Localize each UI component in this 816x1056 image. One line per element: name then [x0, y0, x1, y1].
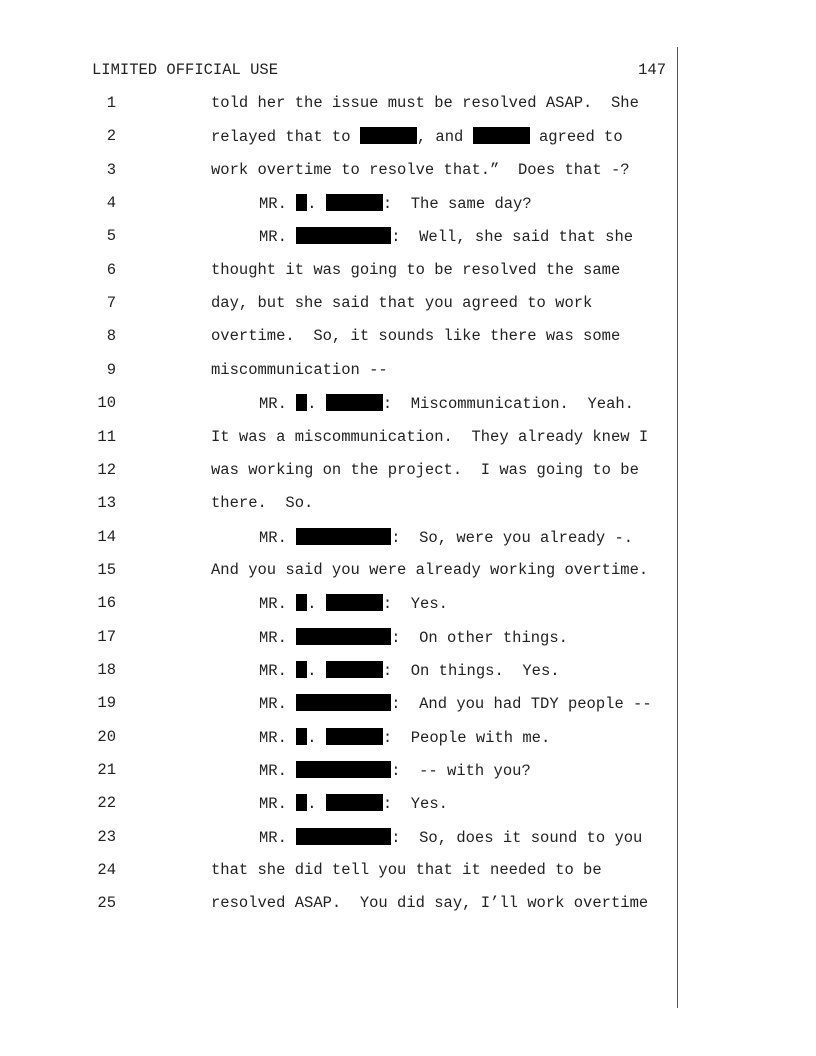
line-text	[211, 861, 602, 879]
transcript-line	[0, 594, 676, 614]
text-segment: .	[307, 395, 326, 414]
line-text	[259, 528, 633, 547]
line-text	[259, 761, 531, 780]
transcript-line	[0, 528, 676, 548]
text-segment: : On things. Yes.	[382, 661, 560, 680]
transcript-line	[0, 127, 676, 147]
line-text	[211, 494, 313, 512]
text-segment: MR.	[259, 228, 297, 247]
transcript-line	[0, 94, 676, 114]
line-number: 25	[97, 894, 116, 913]
line-text	[259, 227, 633, 246]
transcript-line	[0, 227, 676, 247]
redaction-box	[326, 194, 383, 211]
redaction-box	[473, 127, 530, 144]
text-segment: resolved ASAP. You did say, I’ll work overtime	[211, 894, 649, 913]
text-segment: MR.	[259, 795, 297, 814]
text-segment: : And you had TDY people --	[391, 695, 652, 714]
line-text	[259, 194, 532, 213]
line-text	[211, 561, 648, 579]
text-segment: , and	[416, 128, 473, 147]
text-segment: : The same day?	[382, 195, 532, 214]
line-text	[259, 628, 568, 647]
transcript-line	[0, 561, 676, 581]
redaction-box	[326, 728, 383, 745]
redaction-box	[296, 794, 307, 811]
line-text	[259, 661, 560, 680]
line-text	[211, 261, 620, 279]
transcript-line	[0, 194, 676, 214]
redaction-box	[326, 661, 383, 678]
transcript-line	[0, 428, 676, 448]
line-text	[259, 594, 448, 613]
line-text	[211, 94, 639, 112]
line-text	[211, 894, 648, 912]
redaction-box	[296, 194, 307, 211]
text-segment: relayed that to	[211, 128, 360, 147]
text-segment: It was a miscommunication. They already knew I	[211, 427, 649, 446]
text-segment: : Well, she said that she	[391, 228, 634, 247]
text-segment: MR.	[259, 395, 297, 414]
line-number: 7	[106, 294, 116, 313]
transcript-line	[0, 394, 676, 414]
text-segment: .	[307, 728, 326, 747]
line-number: 14	[97, 527, 116, 546]
text-segment: work overtime to resolve that.” Does that -?	[211, 160, 630, 179]
line-number: 11	[97, 427, 116, 446]
redaction-box	[360, 127, 417, 144]
text-segment: MR.	[259, 828, 297, 847]
line-number: 2	[106, 127, 116, 146]
redaction-box	[296, 394, 307, 411]
line-text	[211, 361, 388, 379]
text-segment: MR.	[259, 695, 297, 714]
line-number: 9	[106, 360, 116, 379]
text-segment: was working on the project. I was going to be	[211, 460, 639, 479]
text-segment: MR.	[259, 195, 297, 214]
line-text	[211, 127, 623, 146]
line-number: 21	[97, 761, 116, 779]
redaction-box	[296, 761, 391, 778]
line-number: 18	[97, 660, 116, 679]
line-number: 8	[106, 327, 116, 346]
line-number: 23	[97, 827, 116, 846]
line-number: 19	[97, 694, 116, 713]
transcript-line	[0, 494, 676, 514]
text-segment: MR.	[259, 528, 297, 547]
line-number: 22	[97, 794, 116, 813]
line-text	[259, 394, 634, 413]
text-segment: told her the issue must be resolved ASAP. She	[211, 94, 639, 112]
line-number: 24	[97, 861, 116, 880]
redaction-box	[296, 694, 391, 711]
text-segment: .	[307, 195, 326, 214]
text-segment: : Miscommunication. Yeah.	[382, 395, 634, 414]
transcript-line	[0, 461, 676, 481]
text-segment: thought it was going to be resolved the same	[211, 260, 621, 279]
line-number: 4	[106, 194, 116, 213]
line-number: 15	[97, 560, 116, 579]
redaction-box	[296, 594, 307, 611]
redaction-box	[296, 628, 391, 645]
line-number: 13	[97, 494, 116, 513]
text-segment: day, but she said that you agreed to work	[211, 294, 593, 313]
text-segment: : Yes.	[382, 595, 448, 614]
line-text	[211, 461, 639, 479]
redaction-box	[296, 661, 307, 678]
text-segment: MR.	[259, 661, 297, 680]
transcript-line	[0, 761, 676, 781]
text-segment: miscommunication --	[211, 360, 388, 379]
text-segment: MR.	[259, 628, 297, 647]
line-text	[211, 294, 592, 312]
redaction-box	[326, 594, 383, 611]
transcript-line	[0, 361, 676, 381]
transcript-line	[0, 628, 676, 648]
right-margin-rule	[677, 47, 678, 1008]
line-number: 10	[97, 394, 116, 413]
text-segment: agreed to	[529, 128, 623, 147]
line-number: 16	[97, 594, 116, 613]
transcript-line	[0, 261, 676, 281]
transcript-line	[0, 828, 676, 848]
text-segment: overtime. So, it sounds like there was some	[211, 327, 621, 346]
line-text	[259, 728, 550, 747]
redaction-box	[326, 794, 383, 811]
transcript-line	[0, 794, 676, 814]
transcript-line	[0, 728, 676, 748]
transcript-line	[0, 861, 676, 881]
classification-header: LIMITED OFFICIAL USE	[92, 61, 279, 79]
transcript-line	[0, 161, 676, 181]
text-segment: : So, were you already -.	[391, 528, 634, 547]
text-segment: MR.	[259, 595, 297, 614]
text-segment: And you said you were already working overtime.	[211, 560, 649, 579]
line-number: 1	[106, 94, 116, 112]
line-number: 6	[106, 260, 116, 279]
line-number: 20	[97, 727, 116, 746]
text-segment: MR.	[259, 728, 297, 747]
text-segment: .	[307, 795, 326, 814]
text-segment: that she did tell you that it needed to be	[211, 861, 602, 880]
line-number: 17	[97, 627, 116, 646]
text-segment: MR.	[259, 762, 297, 780]
line-number: 12	[97, 460, 116, 479]
redaction-box	[296, 227, 391, 244]
line-text	[211, 161, 630, 179]
text-segment: : So, does it sound to you	[391, 828, 643, 847]
redaction-box	[296, 528, 391, 545]
text-segment: : People with me.	[382, 728, 551, 747]
text-segment: : Yes.	[382, 795, 448, 814]
line-text	[211, 428, 648, 446]
line-text	[259, 794, 448, 813]
redaction-box	[326, 394, 383, 411]
text-segment: .	[307, 595, 326, 614]
redaction-box	[296, 828, 391, 845]
transcript-line	[0, 661, 676, 681]
text-segment: .	[307, 661, 326, 680]
line-text	[259, 694, 652, 713]
text-segment: there. So.	[211, 494, 314, 513]
text-segment: : -- with you?	[391, 762, 531, 780]
line-text	[211, 327, 620, 345]
line-text	[259, 828, 642, 847]
transcript-line	[0, 694, 676, 714]
redaction-box	[296, 728, 307, 745]
line-number: 5	[106, 227, 116, 246]
text-segment: : On other things.	[391, 628, 568, 647]
page-number: 147	[638, 61, 666, 79]
line-number: 3	[106, 160, 116, 179]
transcript-line	[0, 894, 676, 914]
transcript-line	[0, 327, 676, 347]
transcript-line	[0, 294, 676, 314]
